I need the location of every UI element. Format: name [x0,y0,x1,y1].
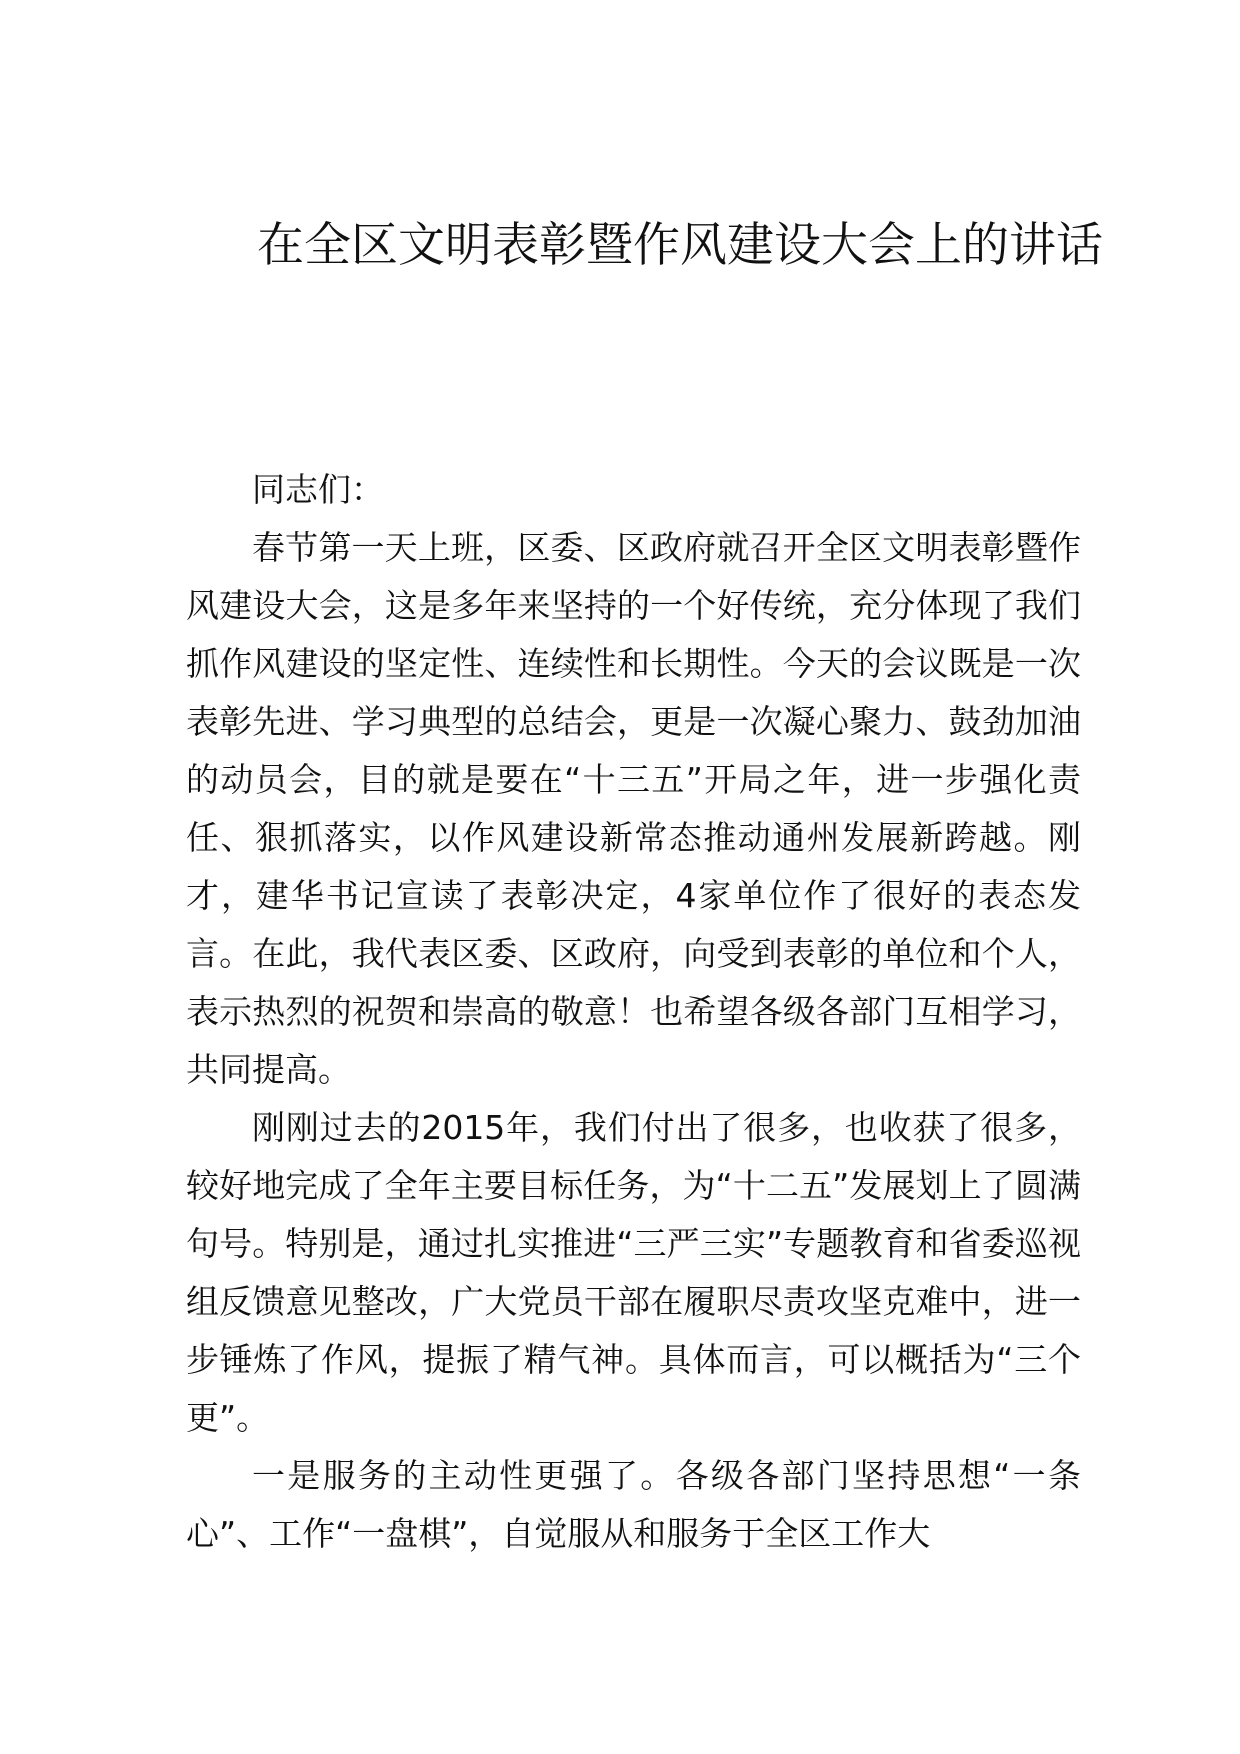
paragraph-3: 一是服务的主动性更强了。各级各部门坚持思想“一条心”、工作“一盘棋”，自觉服从和服务于全区工作大 [186,1456,1081,1553]
document-body [186,461,1081,1563]
paragraph-1: 春节第一天上班，区委、区政府就召开全区文明表彰暨作风建设大会，这是多年来坚持的一个好传统，充分体现了我们抓作风建设的坚定性、连续性和长期性。今天的会议既是一次表彰先进、学习典型的总结会，更是一次凝心聚力、鼓劲加油的动员会，目的就是要在“十三五”开局之年，进一步强化责任、狠抓落实，以作风建设新常态推动通州发展新跨越。刚才，建华书记宣读了表彰决定，4家单位作了很好的表态发言。在此，我代表区委、区政府，向受到表彰的单位和个人，表示热烈的祝贺和崇高的敬意！也希望各级各部门互相学习，共同提高。 [186,528,1081,1089]
paragraph-2: 刚刚过去的2015年，我们付出了很多，也收获了很多，较好地完成了全年主要目标任务，为“十二五”发展划上了圆满句号。特别是，通过扎实推进“三严三实”专题教育和省委巡视组反馈意见整改，广大党员干部在履职尽责攻坚克难中，进一步锤炼了作风，提振了精气神。具体而言，可以概括为“三个更”。 [186,1108,1081,1437]
document-title: 在全区文明表彰暨作风建设大会上的讲话 [257,218,1103,273]
salutation: 同志们： [252,470,384,509]
